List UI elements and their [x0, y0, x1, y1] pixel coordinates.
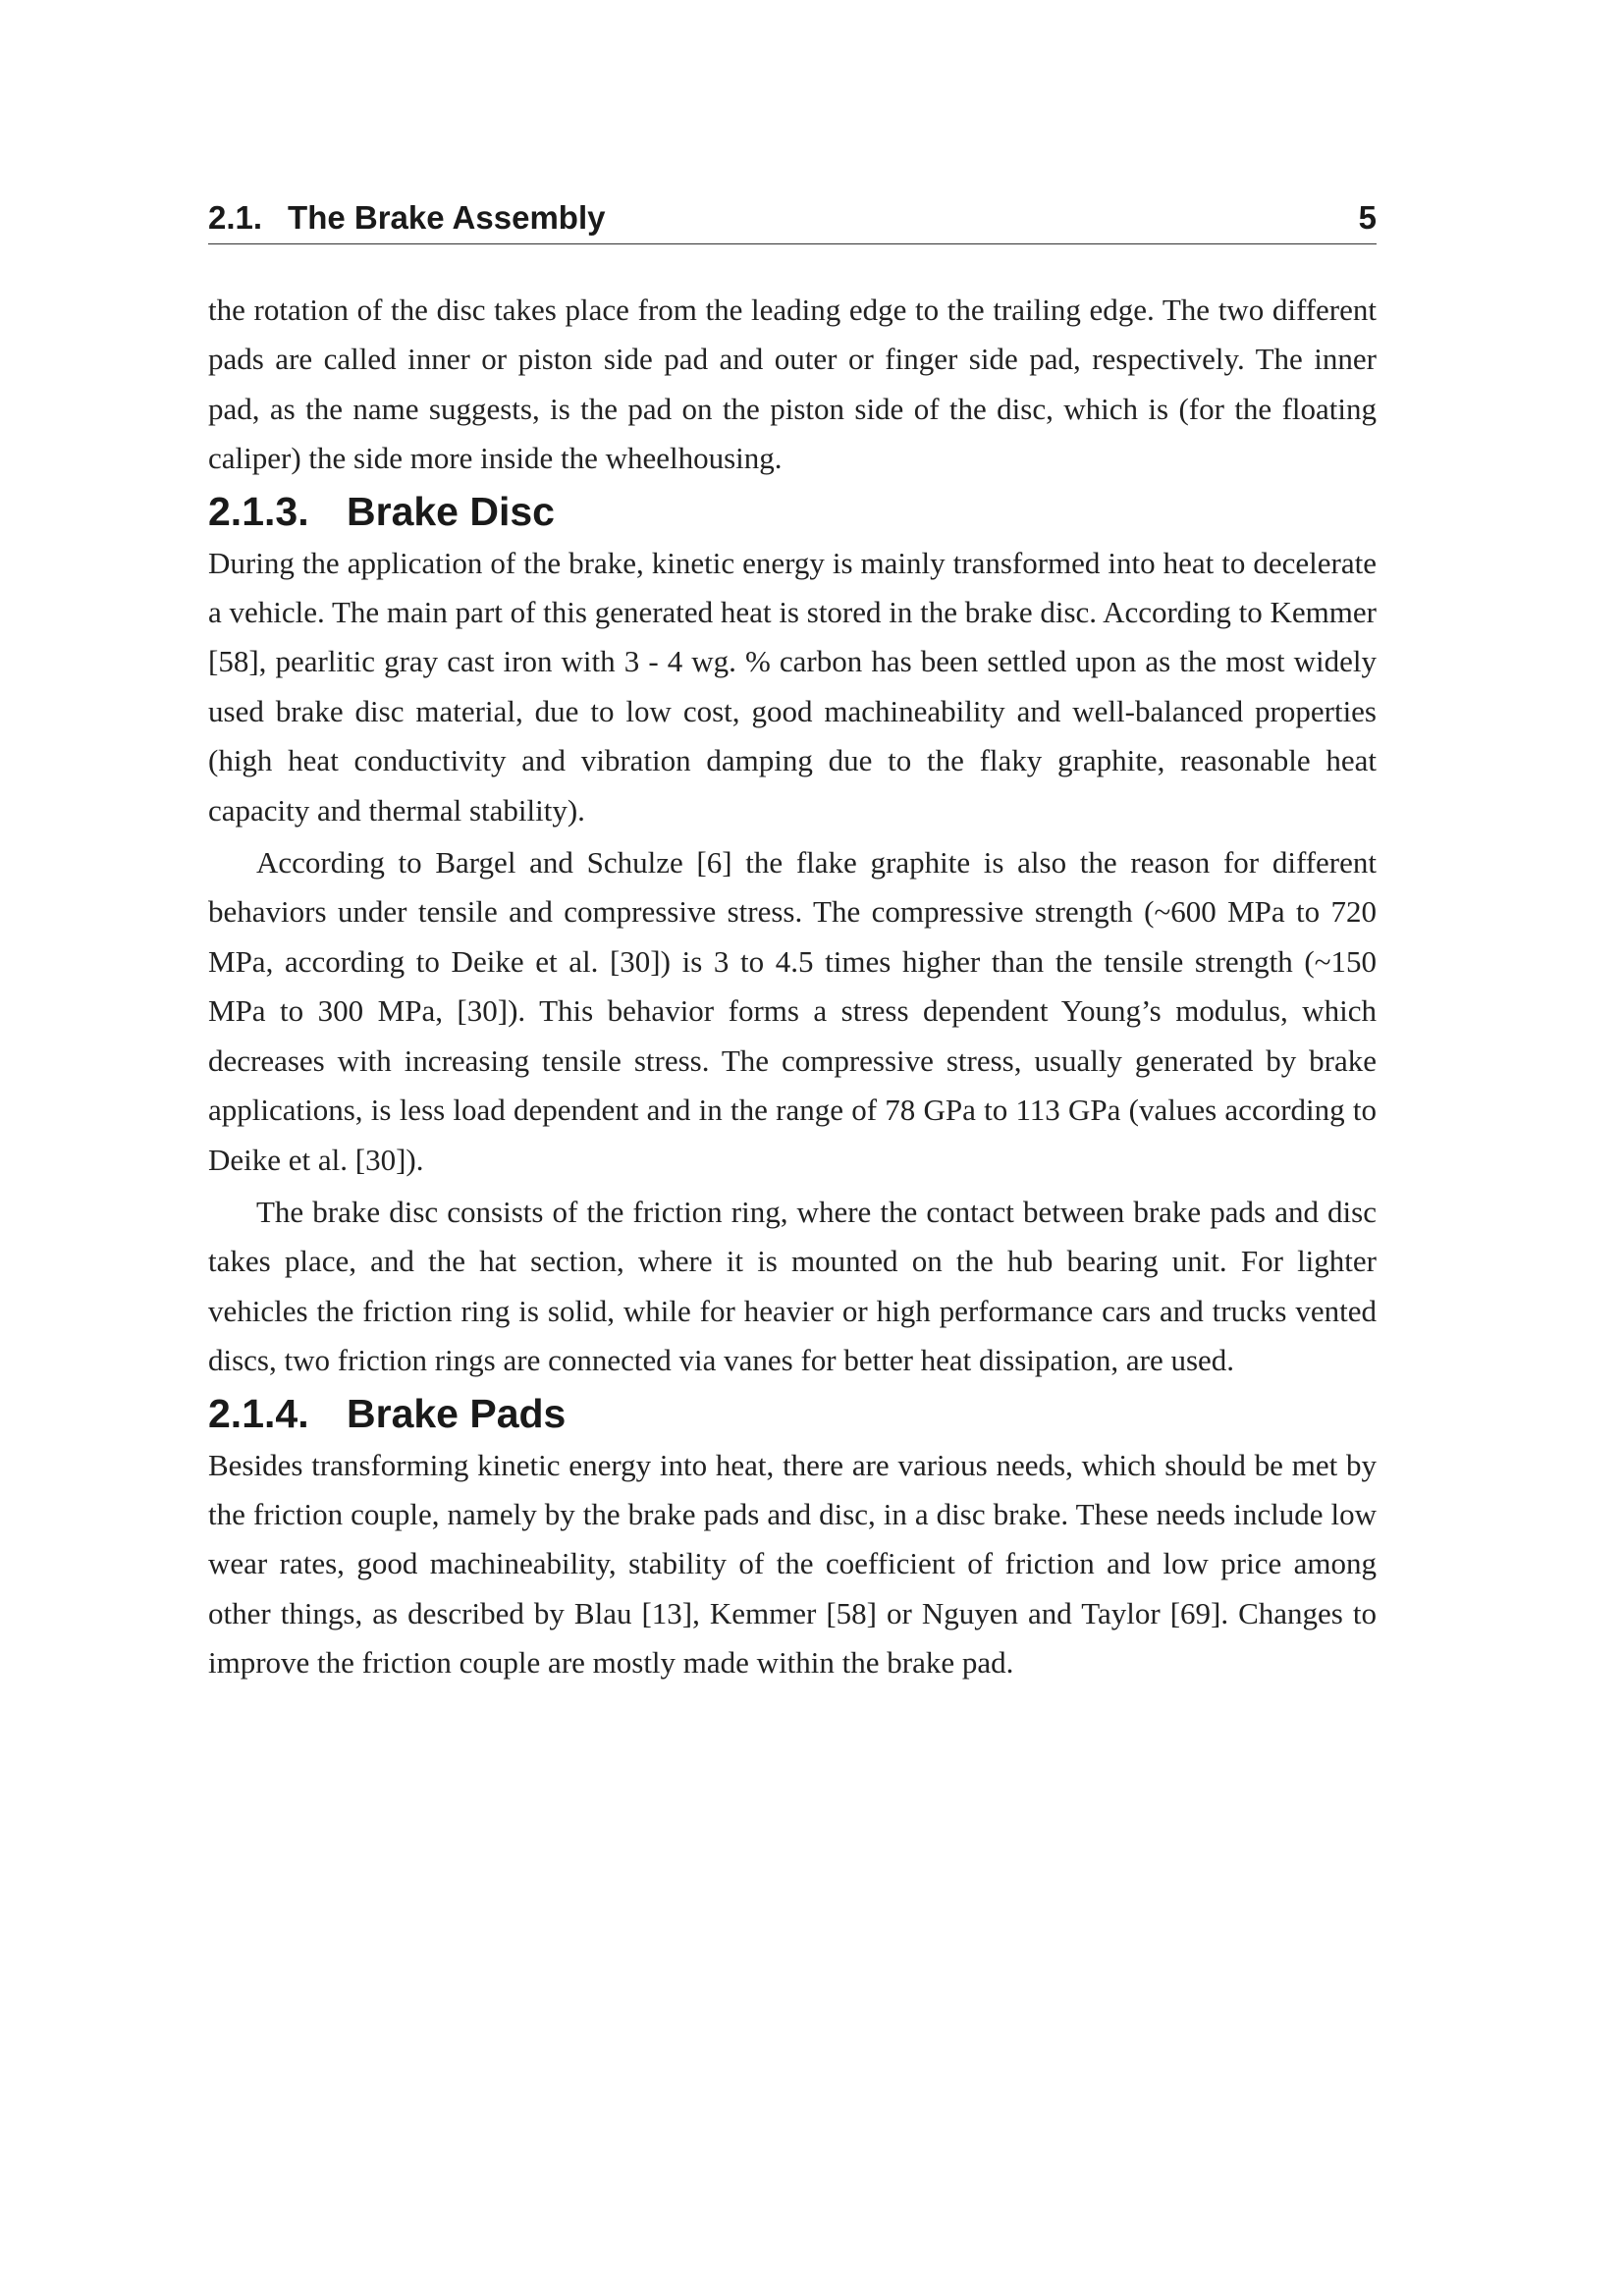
paragraph: The brake disc consists of the friction ring, where the contact between brake pads and disc takes place, and the hat section, where it is mounted on the hub bearing unit. For lighter vehicles the friction ring is solid, while for heavier or high performance cars and trucks vented discs, two friction rings are connected via vanes for better heat dissipation, are used. [208, 1194, 1377, 1378]
section-title: Brake Pads [347, 1390, 567, 1436]
running-header [208, 196, 1377, 244]
section-title: Brake Disc [347, 488, 555, 534]
section-number: 2.1.3. [208, 488, 309, 534]
body-text [208, 286, 1377, 1688]
section-heading-brake-disc [208, 484, 1377, 539]
page [208, 196, 1377, 1688]
section-number: 2.1.4. [208, 1390, 309, 1436]
running-header-title [208, 196, 605, 240]
paragraph: During the application of the brake, kinetic energy is mainly transformed into heat to decelerate a vehicle. The main part of this generated heat is stored in the brake disc. According to Kemmer [58], pearlitic gray cast iron with 3 - 4 wg. % carbon has been settled upon as the most widely used brake disc material, due to low cost, good machineability and well-balanced properties (high heat conductivity and vibration damping due to the flaky graphite, reasonable heat capacity and thermal stability). [208, 545, 1377, 828]
running-header-section-title: The Brake Assembly [288, 199, 606, 236]
running-header-section-number: 2.1. [208, 199, 263, 236]
intro-paragraph: the rotation of the disc takes place from the leading edge to the trailing edge. The two different pads are called inner or piston side pad and outer or finger side pad, respectively. The inner pad, as the name suggests, is the pad on the piston side of the disc, which is (for the floating caliper) the side more inside the wheelhousing. [208, 293, 1377, 476]
paragraph: According to Bargel and Schulze [6] the flake graphite is also the reason for different behaviors under tensile and compressive stress. The compressive strength (~600 MPa to 720 MPa, according to Deike et al. [30]) is 3 to 4.5 times higher than the tensile strength (~150 MPa to 300 MPa, [30]). This behavior forms a stress dependent Young’s modulus, which decreases with increasing tensile stress. The compressive stress, usually generated by brake applications, is less load dependent and in the range of 78 GPa to 113 GPa (values according to Deike et al. [30]). [208, 845, 1377, 1177]
paragraph: Besides transforming kinetic energy into heat, there are various needs, which should be met by the friction couple, namely by the brake pads and disc, in a disc brake. These needs include low wear rates, good machineability, stability of the coefficient of friction and low price among other things, as described by Blau [13], Kemmer [58] or Nguyen and Taylor [69]. Changes to improve the friction couple are mostly made within the brake pad. [208, 1447, 1377, 1681]
section-heading-brake-pads [208, 1386, 1377, 1441]
page-number: 5 [1358, 199, 1377, 236]
